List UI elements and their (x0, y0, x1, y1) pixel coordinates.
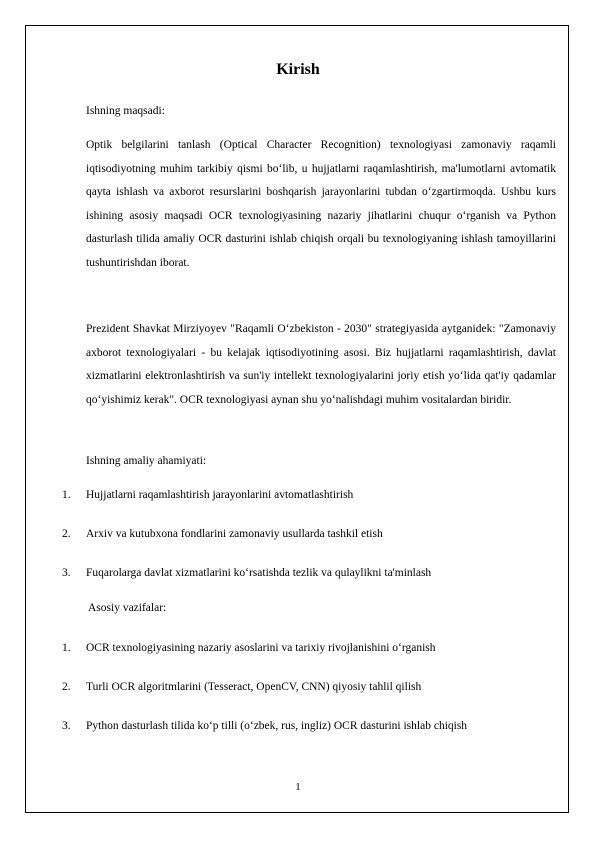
paragraph-quote: Prezident Shavkat Mirziyoyev "Raqamli O‘zbekiston - 2030" strategiyasida aytganidek: "Zamonaviy axborot texnologiyalari - bu kelajak iqtisodiyotining asosi. Biz hujjatlarni raqamlashtirish, davlat xizmatlarini elektronlashtirish va sun'iy intellekt texnologiyalarini joriy etish yo‘lida qat'iy qadamlar qo‘yishimiz kerak". OCR texnologiyasi aynan shu yo‘nalishdagi muhim vositalardan biridir. (86, 323, 556, 406)
paragraph-intro: Optik belgilarini tanlash (Optical Character Recognition) texnologiyasi zamonaviy raqamli iqtisodiyotning muhim tarkibiy qismi bo‘lib, u hujjatlarni raqamlashtirish, ma'lumotlarni avtomatik qayta ishlash va axborot resurslarini boshqarish jarayonlarini tubdan o‘zgartirmoqda. Ushbu kurs ishining asosiy maqsadi OCR texnologiyasining nazariy jihatlarini chuqur o‘rganish va Python dasturlash tilida amaliy OCR dasturini ishlab chiqish orqali bu texnologiyaning ishlash tamoyillarini tushuntirishdan iborat. (86, 139, 556, 269)
list-text: Turli OCR algoritmlarini (Tesseract, OpenCV, CNN) qiyosiy tahlil qilish (86, 681, 422, 693)
list-item (62, 526, 562, 542)
list-text: Arxiv va kutubxona fondlarini zamonaviy usullarda tashkil etish (86, 528, 383, 540)
list-number: 3. (62, 567, 71, 579)
purpose-heading: Ishning maqsadi: (86, 105, 165, 117)
list-item (62, 640, 562, 656)
list-item (62, 679, 562, 695)
list-text: Fuqarolarga davlat xizmatlarini ko‘rsatishda tezlik va qulaylikni ta'minlash (86, 567, 432, 579)
list-number: 2. (62, 681, 71, 693)
list-text: Python dasturlash tilida ko‘p tilli (o‘zbek, rus, ingliz) OCR dasturini ishlab chiqish (86, 720, 468, 732)
list-number: 1. (62, 642, 71, 654)
list-number: 2. (62, 528, 71, 540)
list-text: OCR texnologiyasining nazariy asoslarini va tarixiy rivojlanishini o‘rganish (86, 642, 436, 654)
list-item (62, 718, 562, 734)
page-title: Kirish (276, 61, 320, 78)
tasks-heading: Asosiy vazifalar: (88, 602, 167, 614)
importance-heading: Ishning amaliy ahamiyati: (86, 455, 207, 467)
page-number: 1 (295, 781, 301, 793)
list-number: 1. (62, 489, 71, 501)
list-number: 3. (62, 720, 71, 732)
list-text: Hujjatlarni raqamlashtirish jarayonlarini avtomatlashtirish (86, 489, 354, 501)
list-item (62, 565, 562, 581)
list-item (62, 487, 562, 503)
